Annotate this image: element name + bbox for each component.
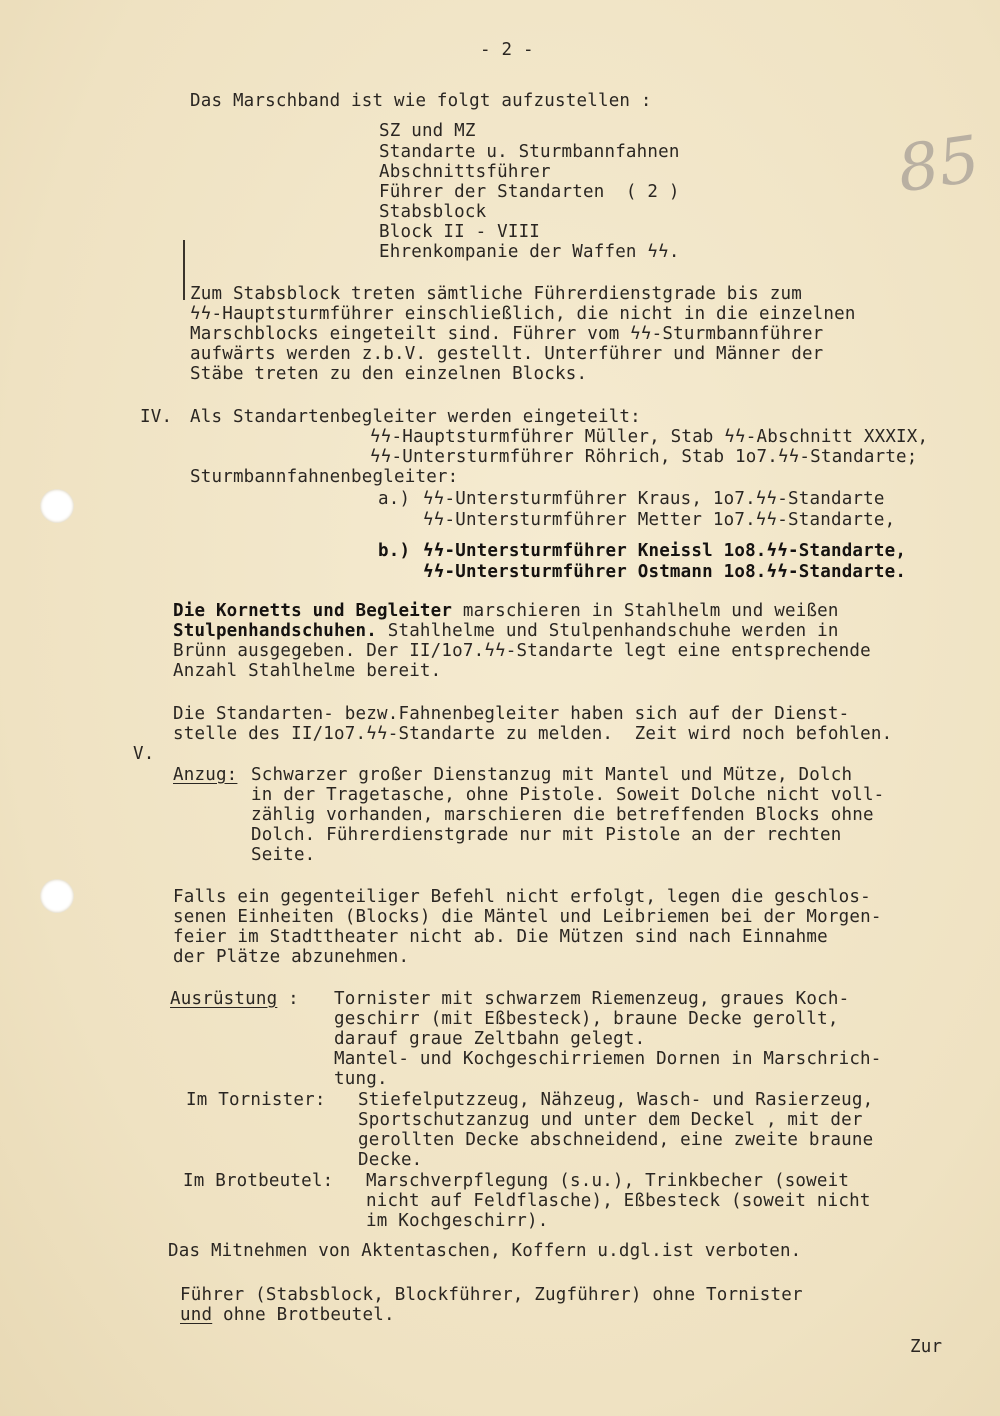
stabsblock-line: aufwärts werden z.b.V. gestellt. Unterführer und Männer der bbox=[190, 344, 824, 364]
tornister-label: Im Tornister: bbox=[186, 1090, 326, 1110]
falls-line: feier im Stadttheater nicht ab. Die Mützen sind nach Einnahme bbox=[173, 927, 828, 947]
stabsblock-line: Marschblocks eingeteilt sind. Führer vom ϟϟ-Sturmbannführer bbox=[190, 324, 824, 344]
ausruestung-line: darauf graue Zeltbahn gelegt. bbox=[334, 1029, 646, 1049]
fahnen-begleiter-heading: Sturmbannfahnenbegleiter: bbox=[190, 467, 459, 487]
anzug-line: Dolch. Führerdienstgrade nur mit Pistole an der rechten bbox=[251, 825, 842, 845]
section-iv-numeral: IV. bbox=[140, 407, 173, 427]
handwritten-page-note: 85 bbox=[893, 122, 985, 208]
section-iv-heading: Als Standartenbegleiter werden eingeteilt: bbox=[190, 407, 641, 427]
brotbeutel-line: Marschverpflegung (s.u.), Trinkbecher (soweit bbox=[366, 1171, 850, 1191]
kornetts-line bbox=[173, 621, 839, 641]
anzug-label: Anzug: bbox=[173, 765, 238, 785]
standarten-begleiter-line: ϟϟ-Hauptsturmführer Müller, Stab ϟϟ-Abschnitt XXXIX, bbox=[370, 427, 929, 447]
tornister-line: Stiefelputzzeug, Nähzeug, Wasch- und Rasierzeug, bbox=[358, 1090, 874, 1110]
margin-pencil-line bbox=[183, 240, 185, 300]
melden-line: Die Standarten- bezw.Fahnenbegleiter haben sich auf der Dienst- bbox=[173, 704, 850, 724]
marschband-item: Stabsblock bbox=[379, 202, 487, 222]
falls-line: der Plätze abzunehmen. bbox=[173, 947, 410, 967]
fuehrer-line: Führer (Stabsblock, Blockführer, Zugführer) ohne Tornister bbox=[180, 1285, 803, 1305]
ausruestung-line: tung. bbox=[334, 1069, 388, 1089]
marschband-item: Abschnittsführer bbox=[379, 162, 551, 182]
ausruestung-colon: : bbox=[277, 989, 299, 1009]
tornister-line: Decke. bbox=[358, 1150, 423, 1170]
anzug-line: Seite. bbox=[251, 845, 316, 865]
group-b-label: b.) bbox=[378, 541, 411, 561]
anzug-line: zählig vorhanden, marschieren die betreffenden Blocks ohne bbox=[251, 805, 874, 825]
stabsblock-line: Stäbe treten zu den einzelnen Blocks. bbox=[190, 364, 588, 384]
melden-line: stelle des II/1o7.ϟϟ-Standarte zu melden. Zeit wird noch befohlen. bbox=[173, 724, 893, 744]
stabsblock-line: ϟϟ-Hauptsturmführer einschließlich, die nicht in die einzelnen bbox=[190, 304, 856, 324]
group-a-line: ϟϟ-Untersturmführer Kraus, 1o7.ϟϟ-Standarte bbox=[423, 489, 885, 509]
fuehrer-line bbox=[180, 1305, 395, 1325]
marschband-item: Block II - VIII bbox=[379, 222, 541, 242]
kornetts-bold-text: Stulpenhandschuhen. bbox=[173, 621, 377, 641]
punch-hole-top bbox=[40, 489, 74, 523]
group-a-line: ϟϟ-Untersturmführer Metter 1o7.ϟϟ-Standarte, bbox=[423, 510, 896, 530]
marschband-item: Ehrenkompanie der Waffen ϟϟ. bbox=[379, 242, 680, 262]
group-a-label: a.) bbox=[378, 489, 411, 509]
verboten-line: Das Mitnehmen von Aktentaschen, Koffern u.dgl.ist verboten. bbox=[168, 1241, 802, 1261]
ausruestung-line: Tornister mit schwarzem Riemenzeug, graues Koch- bbox=[334, 989, 850, 1009]
kornetts-text: Stahlhelme und Stulpenhandschuhe werden in bbox=[376, 621, 839, 641]
kornetts-bold-text: Die Kornetts und Begleiter bbox=[173, 601, 453, 621]
stabsblock-line: Zum Stabsblock treten sämtliche Führerdienstgrade bis zum bbox=[190, 284, 802, 304]
page-number: - 2 - bbox=[480, 40, 534, 60]
marschband-item: SZ und MZ bbox=[379, 121, 476, 141]
marschband-intro: Das Marschband ist wie folgt aufzustellen : bbox=[190, 91, 652, 111]
ausruestung-label-row bbox=[170, 989, 299, 1009]
kornetts-line: Anzahl Stahlhelme bereit. bbox=[173, 661, 442, 681]
brotbeutel-line: im Kochgeschirr). bbox=[366, 1211, 549, 1231]
group-b-line: ϟϟ-Untersturmführer Kneissl 1o8.ϟϟ-Standarte, bbox=[423, 541, 907, 561]
tornister-line: Sportschutzanzug und unter dem Deckel , mit der bbox=[358, 1110, 863, 1130]
marschband-item: Standarte u. Sturmbannfahnen bbox=[379, 142, 680, 162]
kornetts-text: marschieren in Stahlhelm und weißen bbox=[452, 601, 839, 621]
ausruestung-label: Ausrüstung bbox=[170, 989, 278, 1009]
fuehrer-rest: ohne Brotbeutel. bbox=[212, 1305, 395, 1325]
section-v-numeral: V. bbox=[133, 744, 155, 764]
brotbeutel-line: nicht auf Feldflasche), Eßbesteck (soweit nicht bbox=[366, 1191, 871, 1211]
punch-hole-bottom bbox=[40, 879, 74, 913]
brotbeutel-label: Im Brotbeutel: bbox=[183, 1171, 334, 1191]
group-b-line: ϟϟ-Untersturmführer Ostmann 1o8.ϟϟ-Standarte. bbox=[423, 562, 907, 582]
tornister-line: gerollten Decke abschneidend, eine zweite braune bbox=[358, 1130, 874, 1150]
ausruestung-line: geschirr (mit Eßbesteck), braune Decke gerollt, bbox=[334, 1009, 839, 1029]
anzug-line: Schwarzer großer Dienstanzug mit Mantel und Mütze, Dolch bbox=[251, 765, 853, 785]
marschband-item: Führer der Standarten ( 2 ) bbox=[379, 182, 680, 202]
falls-line: Falls ein gegenteiliger Befehl nicht erfolgt, legen die geschlos- bbox=[173, 887, 871, 907]
kornetts-line bbox=[173, 601, 839, 621]
standarten-begleiter-line: ϟϟ-Untersturmführer Röhrich, Stab 1o7.ϟϟ-Standarte; bbox=[370, 447, 918, 467]
fuehrer-und: und bbox=[180, 1305, 213, 1325]
falls-line: senen Einheiten (Blocks) die Mäntel und Leibriemen bei der Morgen- bbox=[173, 907, 882, 927]
kornetts-line: Brünn ausgegeben. Der II/1o7.ϟϟ-Standarte legt eine entsprechende bbox=[173, 641, 871, 661]
ausruestung-line: Mantel- und Kochgeschirriemen Dornen in Marschrich- bbox=[334, 1049, 882, 1069]
catchword: Zur bbox=[910, 1337, 943, 1357]
anzug-line: in der Tragetasche, ohne Pistole. Soweit Dolche nicht voll- bbox=[251, 785, 885, 805]
